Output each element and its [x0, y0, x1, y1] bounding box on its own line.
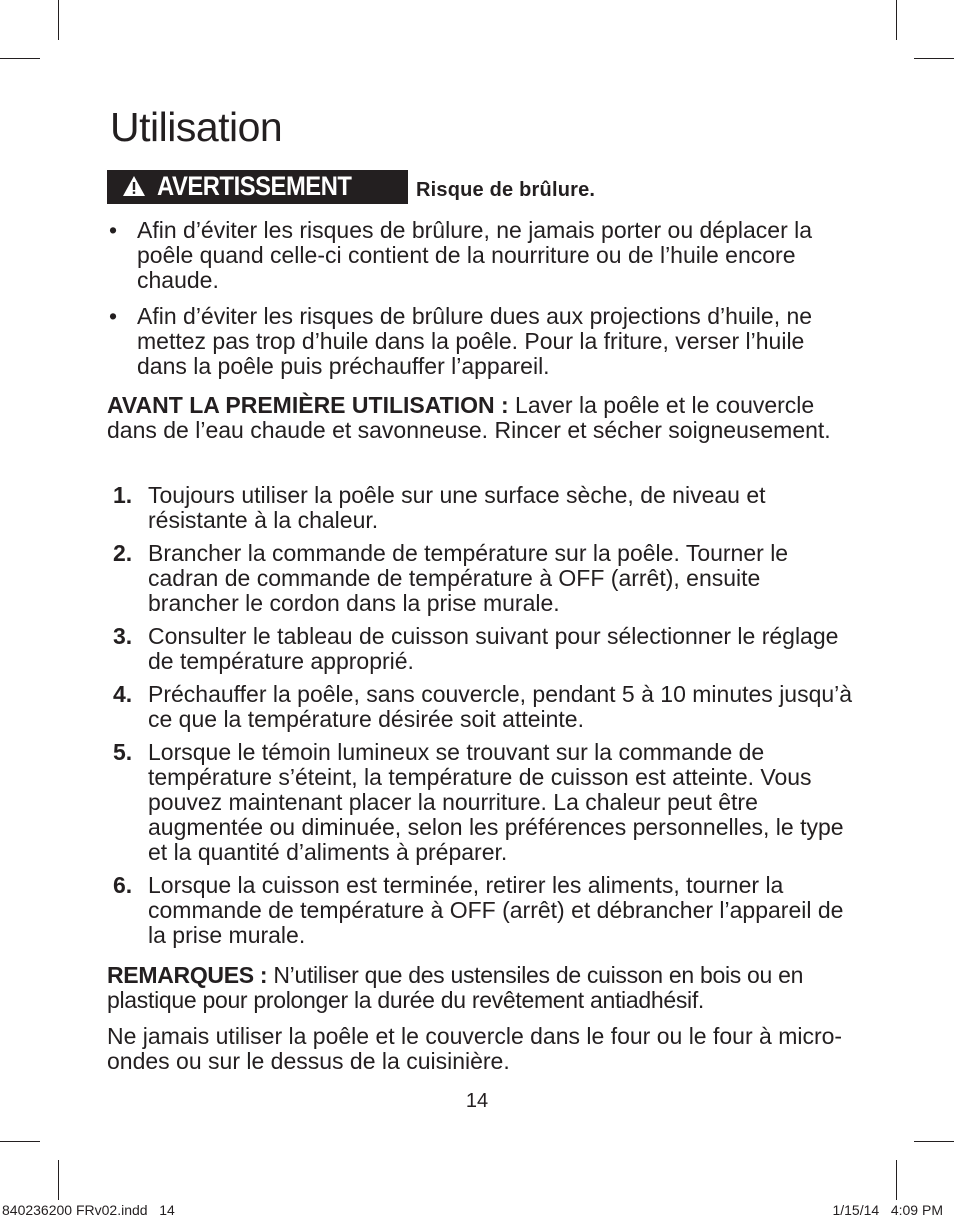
step-text: Préchauffer la poêle, sans couvercle, pendant 5 à 10 minutes jusqu’à ce que la température désirée soit atteinte.: [148, 681, 853, 732]
step-number: 3.: [113, 623, 133, 649]
step-text: Toujours utiliser la poêle sur une surface sèche, de niveau et résistante à la chaleur.: [148, 482, 766, 533]
before-first-use-text: Laver la poêle et le couvercle dans de l’eau chaude et savonneuse. Rincer et sécher soigneusement.: [107, 392, 831, 443]
crop-mark: [0, 58, 40, 59]
list-item: [113, 740, 853, 865]
remarks-text: N’utiliser que des ustensiles de cuisson en bois ou en plastique pour prolonger la durée du revêtement antiadhésif.: [107, 962, 804, 1013]
slug-timestamp: 1/15/14 4:09 PM: [832, 1202, 943, 1218]
step-number: 1.: [113, 482, 133, 508]
list-item: [113, 483, 853, 533]
list-item: [113, 873, 853, 948]
step-text: Consulter le tableau de cuisson suivant pour sélectionner le réglage de température approprié.: [148, 623, 839, 674]
warning-label: AVERTISSEMENT: [157, 171, 352, 201]
crop-mark: [914, 58, 954, 59]
steps-list: [113, 483, 853, 956]
list-item: [109, 218, 854, 293]
crop-mark: [58, 1160, 59, 1200]
crop-mark: [0, 1141, 40, 1142]
crop-mark: [896, 0, 897, 40]
remarks-paragraph: [107, 963, 852, 1013]
step-number: 5.: [113, 739, 133, 765]
crop-mark: [896, 1160, 897, 1200]
step-number: 4.: [113, 681, 133, 707]
before-first-use-lead: AVANT LA PREMIÈRE UTILISATION :: [107, 392, 509, 418]
step-text: Lorsque le témoin lumineux se trouvant sur la commande de température s’éteint, la température de cuisson est atteinte. Vous pouvez maintenant placer la nourriture. La chaleur peut être augmentée ou diminuée, selon les préférences personnelles, le type et la quantité d’aliments à préparer.: [148, 739, 844, 865]
bullet-symbol: •: [109, 303, 118, 329]
step-number: 2.: [113, 540, 133, 566]
list-item: [113, 682, 853, 732]
before-first-use-paragraph: [107, 393, 847, 443]
step-text: Brancher la commande de température sur la poêle. Tourner le cadran de commande de température à OFF (arrêt), ensuite brancher le cordon dans la prise murale.: [148, 540, 789, 616]
warning-risk-text: Risque de brûlure.: [416, 179, 596, 201]
list-item: [113, 624, 853, 674]
list-item: [109, 304, 854, 379]
warning-badge: [107, 170, 408, 204]
page-number: 14: [465, 1090, 489, 1112]
step-text: Lorsque la cuisson est terminée, retirer les aliments, tourner la commande de température à OFF (arrêt) et débrancher l’appareil de la prise murale.: [148, 872, 844, 948]
crop-mark: [58, 0, 59, 40]
step-number: 6.: [113, 872, 133, 898]
slug-file-name: 840236200 FRv02.indd 14: [2, 1202, 175, 1218]
bullet-symbol: •: [109, 217, 118, 243]
bullet-text: Afin d’éviter les risques de brûlure, ne jamais porter ou déplacer la poêle quand celle-ci contient de la nourriture ou de l’huile encore chaude.: [137, 217, 813, 293]
bullet-text: Afin d’éviter les risques de brûlure dues aux projections d’huile, ne mettez pas trop d’huile dans la poêle. Pour la friture, verser l’huile dans la poêle puis préchauffer l’appareil.: [137, 303, 813, 379]
list-item: [113, 541, 853, 616]
warning-triangle-icon: [122, 175, 146, 197]
crop-mark: [914, 1141, 954, 1142]
page-title: Utilisation: [110, 104, 283, 150]
remarks-lead: REMARQUES :: [107, 962, 268, 988]
warning-bullet-list: [109, 218, 854, 390]
note-paragraph: Ne jamais utiliser la poêle et le couvercle dans le four ou le four à micro-ondes ou sur le dessus de la cuisinière.: [107, 1023, 843, 1074]
